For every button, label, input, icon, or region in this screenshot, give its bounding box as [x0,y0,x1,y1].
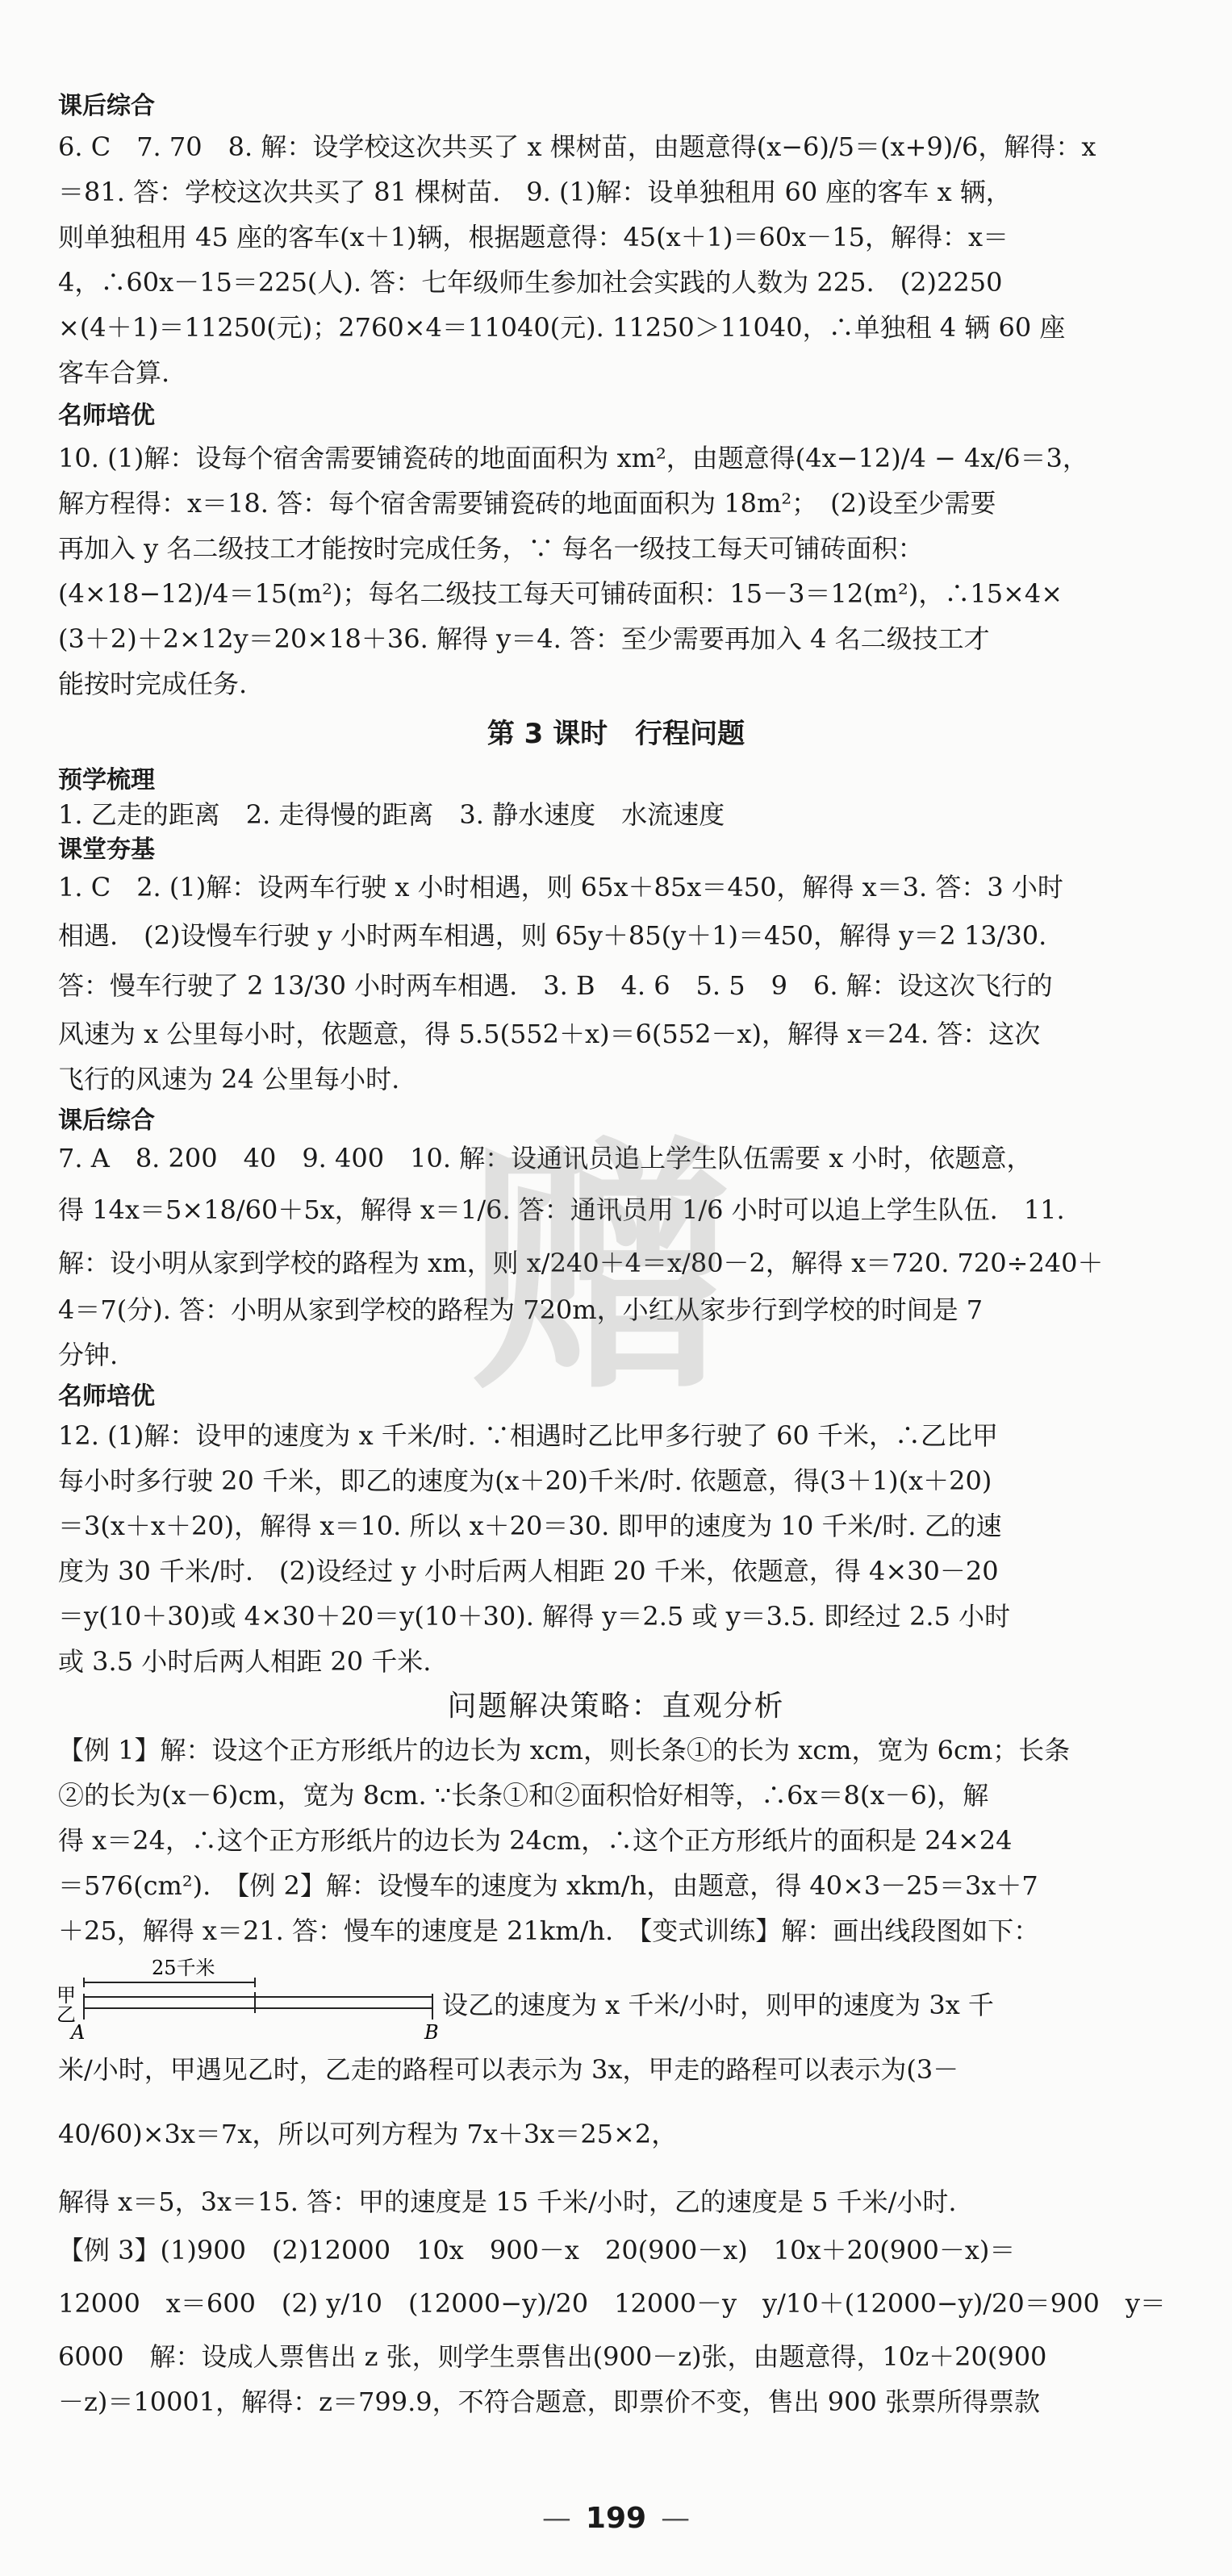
text-line: 度为 30 千米/时. (2)设经过 y 小时后两人相距 20 千米，依题意，得 4×30－20 [58,1556,999,1586]
text-line: ＝576(cm²). 【例 2】解：设慢车的速度为 xkm/h，由题意，得 40×3－25＝3x＋7 [58,1870,1038,1901]
text-line: 【例 1】解：设这个正方形纸片的边长为 xcm，则长条①的长为 xcm，宽为 6cm；长条 [58,1735,1071,1765]
text-line: 6. C 7. 70 8. 解：设学校这次共买了 x 棵树苗，由题意得(x−6)/5＝(x+9)/6，解得：x [58,131,1096,162]
text-line: 米/小时，甲遇见乙时，乙走的路程可以表示为 3x，甲走的路程可以表示为(3－ [58,2054,959,2085]
text-line: ＋25，解得 x＝21. 答：慢车的速度是 21km/h. 【变式训练】解：画出线段图如下： [58,1915,1040,1946]
text-line: 解：设小明从家到学校的路程为 xm，则 x/240＋4＝x/80－2，解得 x＝720. 720÷240＋ [58,1248,1104,1278]
text-line: －z)＝10001，解得：z＝799.9，不符合题意，即票价不变，售出 900 张票所得票款 [58,2386,1041,2417]
distance-label: 25千米 [152,1957,215,1979]
footer-dash-right: — [661,2502,691,2535]
text-line: 得 x＝24，∴这个正方形纸片的边长为 24cm，∴这个正方形纸片的面积是 24×24 [58,1825,1013,1856]
watermark-stamp: 赠 [468,1115,734,1425]
section-heading-after-class-2: 课后综合 [58,1107,155,1135]
text-line: 得 14x＝5×18/60＋5x，解得 x＝1/6. 答：通讯员用 1/6 小时可以追上学生队伍. 11. [58,1194,1065,1225]
label-jia: 甲 [56,1984,76,2007]
diagram-side-text: 设乙的速度为 x 千米/小时，则甲的速度为 3x 千 [442,1990,994,2020]
strategy-title: 问题解决策略：直观分析 [447,1690,785,1723]
label-a: A [71,2021,86,2044]
text-line: 答：慢车行驶了 2 13/30 小时两车相遇. 3. B 4. 6 5. 5 9 6. 解：设这次飞行的 [58,970,1053,1001]
text-line: 分钟. [58,1340,119,1370]
text-line: (4×18−12)/4＝15(m²)；每名二级技工每天可铺砖面积：15－3＝12(m²)，∴15×4× [58,578,1063,609]
text-line: 1. 乙走的距离 2. 走得慢的距离 3. 静水速度 水流速度 [58,799,725,830]
text-line: 客车合算. [58,357,170,388]
section-heading-excellence: 名师培优 [58,402,155,430]
text-line: 则单独租用 45 座的客车(x＋1)辆，根据题意得：45(x＋1)＝60x－15，解得：x＝ [58,222,1009,252]
text-line: 10. (1)解：设每个宿舍需要铺瓷砖的地面面积为 xm²，由题意得(4x−12)/4 − 4x/6＝3， [58,443,1088,473]
text-line: 12. (1)解：设甲的速度为 x 千米/时. ∵相遇时乙比甲多行驶了 60 千米，∴乙比甲 [58,1420,998,1451]
text-line: 40/60)×3x＝7x，所以可列方程为 7x＋3x＝25×2， [58,2119,678,2149]
text-line: 4＝7(分). 答：小明从家到学校的路程为 720m，小红从家步行到学校的时间是 7 [58,1294,984,1325]
text-line: 每小时多行驶 20 千米，即乙的速度为(x＋20)千米/时. 依题意，得(3＋1)(x＋20) [58,1465,992,1496]
text-line: ＝81. 答：学校这次共买了 81 棵树苗. 9. (1)解：设单独租用 60 座的客车 x 辆， [58,177,1012,207]
segment-diagram-svg [53,1955,441,2044]
section-heading-preview: 预学梳理 [58,766,155,794]
text-line: 【例 3】(1)900 (2)12000 10x 900－x 20(900－x) 10x＋20(900－x)＝ [58,2235,1016,2265]
section-heading-classroom: 课堂夯基 [58,836,155,864]
text-line: 风速为 x 公里每小时，依题意，得 5.5(552＋x)＝6(552－x)，解得 x＝24. 答：这次 [58,1019,1041,1049]
text-line: 能按时完成任务. [58,669,248,699]
label-b: B [424,2021,439,2044]
text-line: 12000 x＝600 (2) y/10 (12000−y)/20 12000－y y/10＋(12000−y)/20＝900 y＝ [58,2288,1166,2319]
text-line: 相遇. (2)设慢车行驶 y 小时两车相遇，则 65y＋85(y＋1)＝450，解得 y＝2 13/30. [58,920,1047,951]
page-number: 199 [585,2502,647,2535]
page-number-footer [0,2502,1232,2535]
text-line: 解方程得：x＝18. 答：每个宿舍需要铺瓷砖的地面面积为 18m²； (2)设至少需要 [58,488,996,519]
segment-diagram [53,1955,441,2044]
text-line: 1. C 2. (1)解：设两车行驶 x 小时相遇，则 65x＋85x＝450，解得 x＝3. 答：3 小时 [58,872,1063,902]
text-line: 解得 x＝5，3x＝15. 答：甲的速度是 15 千米/小时，乙的速度是 5 千米/小时. [58,2186,957,2217]
text-line: ②的长为(x－6)cm，宽为 8cm. ∵长条①和②面积恰好相等，∴6x＝8(x－6)，解 [58,1780,989,1811]
text-line: 飞行的风速为 24 公里每小时. [58,1064,400,1094]
text-line: ＝3(x＋x＋20)，解得 x＝10. 所以 x＋20＝30. 即甲的速度为 10 千米/时. 乙的速 [58,1511,1002,1541]
text-line: ×(4＋1)＝11250(元)；2760×4＝11040(元). 11250＞11040，∴单独租 4 辆 60 座 [58,312,1066,343]
text-line: 或 3.5 小时后两人相距 20 千米. [58,1646,432,1677]
section-heading-excellence-2: 名师培优 [58,1382,155,1411]
text-line: 4，∴60x－15＝225(人). 答：七年级师生参加社会实践的人数为 225. (2)2250 [58,267,1003,298]
text-line: (3＋2)＋2×12y＝20×18＋36. 解得 y＝4. 答：至少需要再加入 4 名二级技工才 [58,623,990,654]
text-line: 再加入 y 名二级技工才能按时完成任务，∵ 每名一级技工每天可铺砖面积： [58,533,924,564]
lesson-title: 第 3 课时 行程问题 [487,718,745,750]
text-line: 6000 解：设成人票售出 z 张，则学生票售出(900－z)张，由题意得，10z＋20(900 [58,2341,1047,2372]
text-line: 7. A 8. 200 40 9. 400 10. 解：设通讯员追上学生队伍需要 x 小时，依题意， [58,1143,1033,1173]
footer-dash-left: — [541,2502,571,2535]
section-heading-after-class: 课后综合 [58,92,155,120]
label-yi: 乙 [56,2003,76,2026]
text-line: ＝y(10＋30)或 4×30＋20＝y(10＋30). 解得 y＝2.5 或 y＝3.5. 即经过 2.5 小时 [58,1601,1011,1632]
